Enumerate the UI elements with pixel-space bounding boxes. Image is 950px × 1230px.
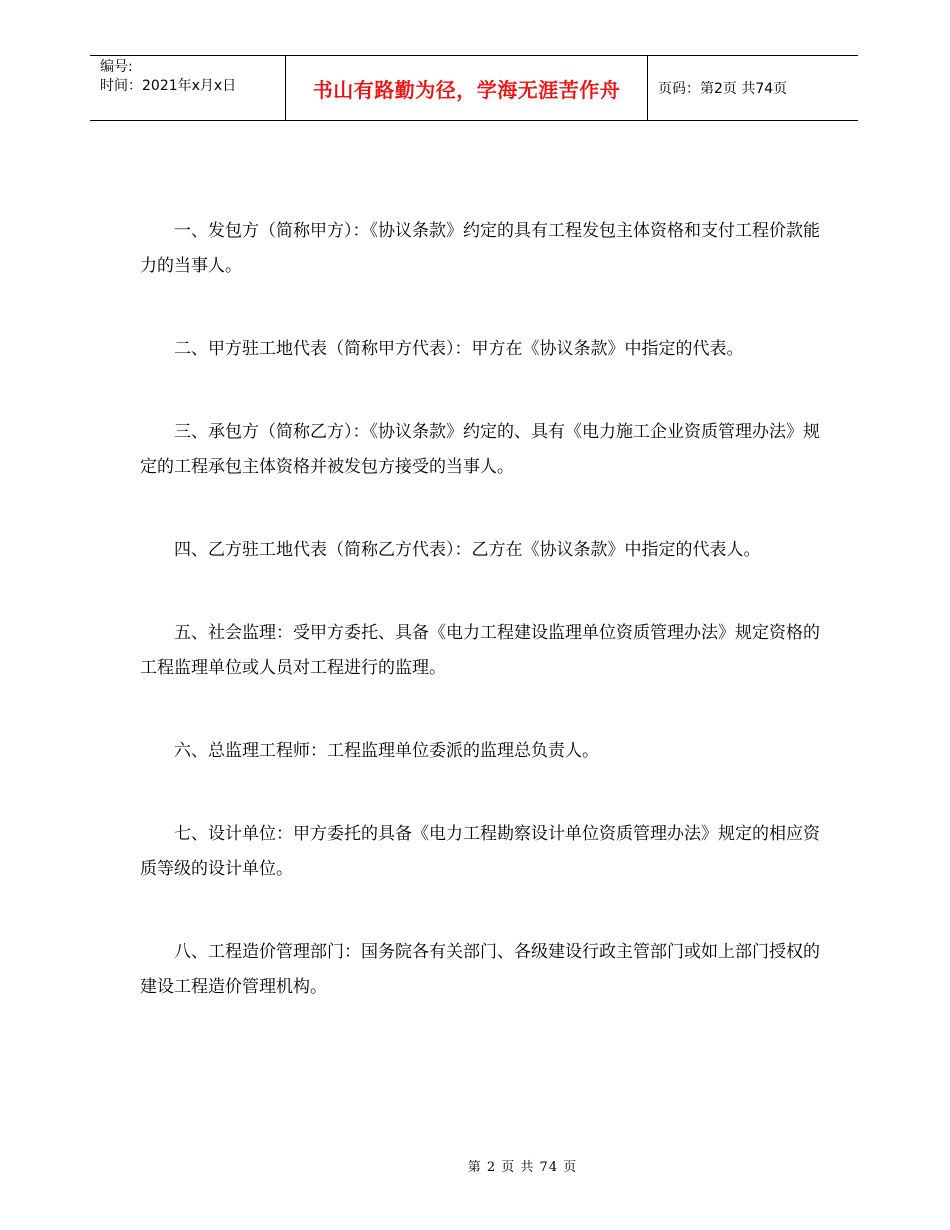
definition-paragraph: 五、社会监理：受甲方委托、具备《电力工程建设监理单位资质管理办法》规定资格的工程监理单位或人员对工程进行的监理。 (140, 623, 820, 678)
page-footer: 第 2 页 共 74 页 (467, 1160, 578, 1175)
document-body (140, 214, 820, 1053)
definition-paragraph: 三、承包方（简称乙方）：《协议条款》约定的、具有《电力施工企业资质管理办法》规定的工程承包主体资格并被发包方接受的当事人。 (140, 422, 820, 477)
definition-paragraph: 四、乙方驻工地代表（简称乙方代表）：乙方在《协议条款》中指定的代表人。 (174, 540, 761, 560)
page-header (90, 55, 858, 121)
header-page-number: 页码：第2页 共74页 (658, 81, 788, 97)
definition-paragraph: 二、甲方驻工地代表（简称甲方代表）：甲方在《协议条款》中指定的代表。 (174, 339, 744, 359)
definition-paragraph: 七、设计单位：甲方委托的具备《电力工程勘察设计单位资质管理办法》规定的相应资质等级的设计单位。 (140, 824, 820, 879)
document-number-label: 编号: (100, 59, 133, 75)
definition-paragraph: 六、总监理工程师：工程监理单位委派的监理总负责人。 (174, 741, 599, 761)
definition-paragraph: 八、工程造价管理部门：国务院各有关部门、各级建设行政主管部门或如上部门授权的建设工程造价管理机构。 (140, 942, 820, 997)
header-slogan: 书山有路勤为径，学海无涯苦作舟 (286, 56, 648, 120)
definition-paragraph: 一、发包方（简称甲方）：《协议条款》约定的具有工程发包主体资格和支付工程价款能力的当事人。 (140, 221, 820, 276)
header-meta (90, 56, 286, 120)
document-time-label: 时间：2021年x月x日 (100, 78, 237, 94)
